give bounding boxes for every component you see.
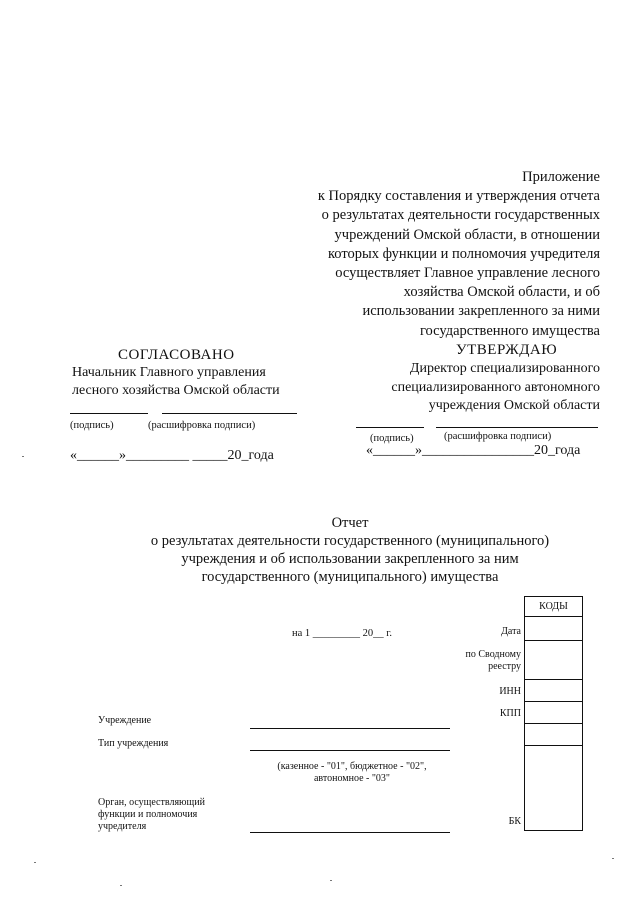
report-title [0, 514, 640, 586]
report-as-of: на 1 _________ 20__ г. [292, 628, 393, 639]
approve-title: УТВЕРЖДАЮ [456, 342, 558, 358]
code-cell-registry[interactable] [525, 641, 583, 680]
approve-position-line: Директор специализированного [409, 361, 600, 376]
appendix-line: которых функции и полномочия учредителя [327, 245, 600, 262]
field-label-type: Тип учреждения [98, 738, 169, 749]
codes-label-kpp: КПП [499, 708, 521, 719]
scan-speck [22, 456, 24, 457]
code-cell-empty[interactable] [525, 724, 583, 746]
codes-label-registry-line: по Сводному [465, 649, 521, 660]
appendix-line: использовании закрепленного за ними [362, 303, 600, 320]
type-input-line[interactable] [250, 750, 450, 751]
appendix-line: к Порядку составления и утверждения отчета [317, 188, 600, 205]
agreed-date-line: «______»_________ _____20_года [70, 448, 274, 463]
approve-decoding-line [436, 427, 598, 428]
field-label-organ [98, 797, 205, 833]
codes-label-registry-line: реестру [488, 661, 521, 672]
appendix-line: о результатах деятельности государственных [321, 207, 600, 224]
report-title-line: о результатах деятельности государственного (муниципального) [150, 533, 550, 549]
code-cell-inn[interactable] [525, 680, 583, 702]
approve-decoding-caption: (расшифровка подписи) [444, 431, 552, 442]
agreed-position [72, 364, 280, 400]
agreed-position-line: лесного хозяйства Омской области [72, 383, 280, 398]
appendix-line: государственного имущества [419, 322, 600, 339]
code-cell-date[interactable] [525, 617, 583, 641]
field-label-institution: Учреждение [98, 715, 152, 726]
report-title-line: учреждения и об использовании закрепленного за ним [181, 551, 519, 567]
agreed-title: СОГЛАСОВАНО [118, 347, 235, 363]
type-hint-line: (казенное - "01", бюджетное - "02", [277, 761, 427, 772]
agreed-position-line: Начальник Главного управления [72, 365, 266, 380]
appendix-header [270, 168, 600, 341]
codes-label-date: Дата [501, 626, 521, 637]
code-cell-kpp[interactable] [525, 702, 583, 724]
approve-signature-line [356, 427, 424, 428]
report-title-line: государственного (муниципального) имущества [201, 569, 499, 585]
codes-table [524, 596, 583, 831]
codes-label-bk: БК [508, 816, 521, 827]
approve-position-line: специализированного автономного [391, 379, 600, 395]
report-title-line: Отчет [331, 515, 369, 531]
appendix-line: хозяйства Омской области, и об [403, 284, 600, 301]
code-cell-bk[interactable] [525, 746, 583, 831]
type-hint [262, 761, 442, 785]
appendix-line: осуществляет Главное управление лесного [335, 265, 600, 282]
agreed-decoding-caption: (расшифровка подписи) [148, 420, 256, 431]
appendix-line: Приложение [522, 169, 600, 185]
agreed-decoding-line [162, 413, 297, 414]
type-hint-line: автономное - "03" [313, 773, 391, 784]
approve-signature-caption: (подпись) [370, 433, 414, 444]
agreed-signature-line [70, 413, 148, 414]
scan-speck [120, 885, 122, 886]
field-label-organ-line: функции и полномочия [98, 809, 198, 820]
codes-label-inn: ИНН [499, 686, 521, 697]
institution-input-line[interactable] [250, 728, 450, 729]
scan-speck [612, 858, 614, 859]
agreed-signature-caption: (подпись) [70, 420, 114, 431]
scan-speck [330, 880, 332, 881]
scan-speck [34, 862, 36, 863]
appendix-line: учреждений Омской области, в отношении [334, 226, 600, 243]
codes-label-registry [466, 649, 521, 673]
codes-header: КОДЫ [525, 597, 583, 617]
approve-date-line: «______»________________20_года [366, 443, 581, 458]
approve-position [391, 360, 600, 416]
organ-input-line[interactable] [250, 832, 450, 833]
approve-position-line: учреждения Омской области [428, 398, 600, 413]
field-label-organ-line: учредителя [98, 821, 147, 832]
field-label-organ-line: Орган, осуществляющий [98, 797, 205, 808]
